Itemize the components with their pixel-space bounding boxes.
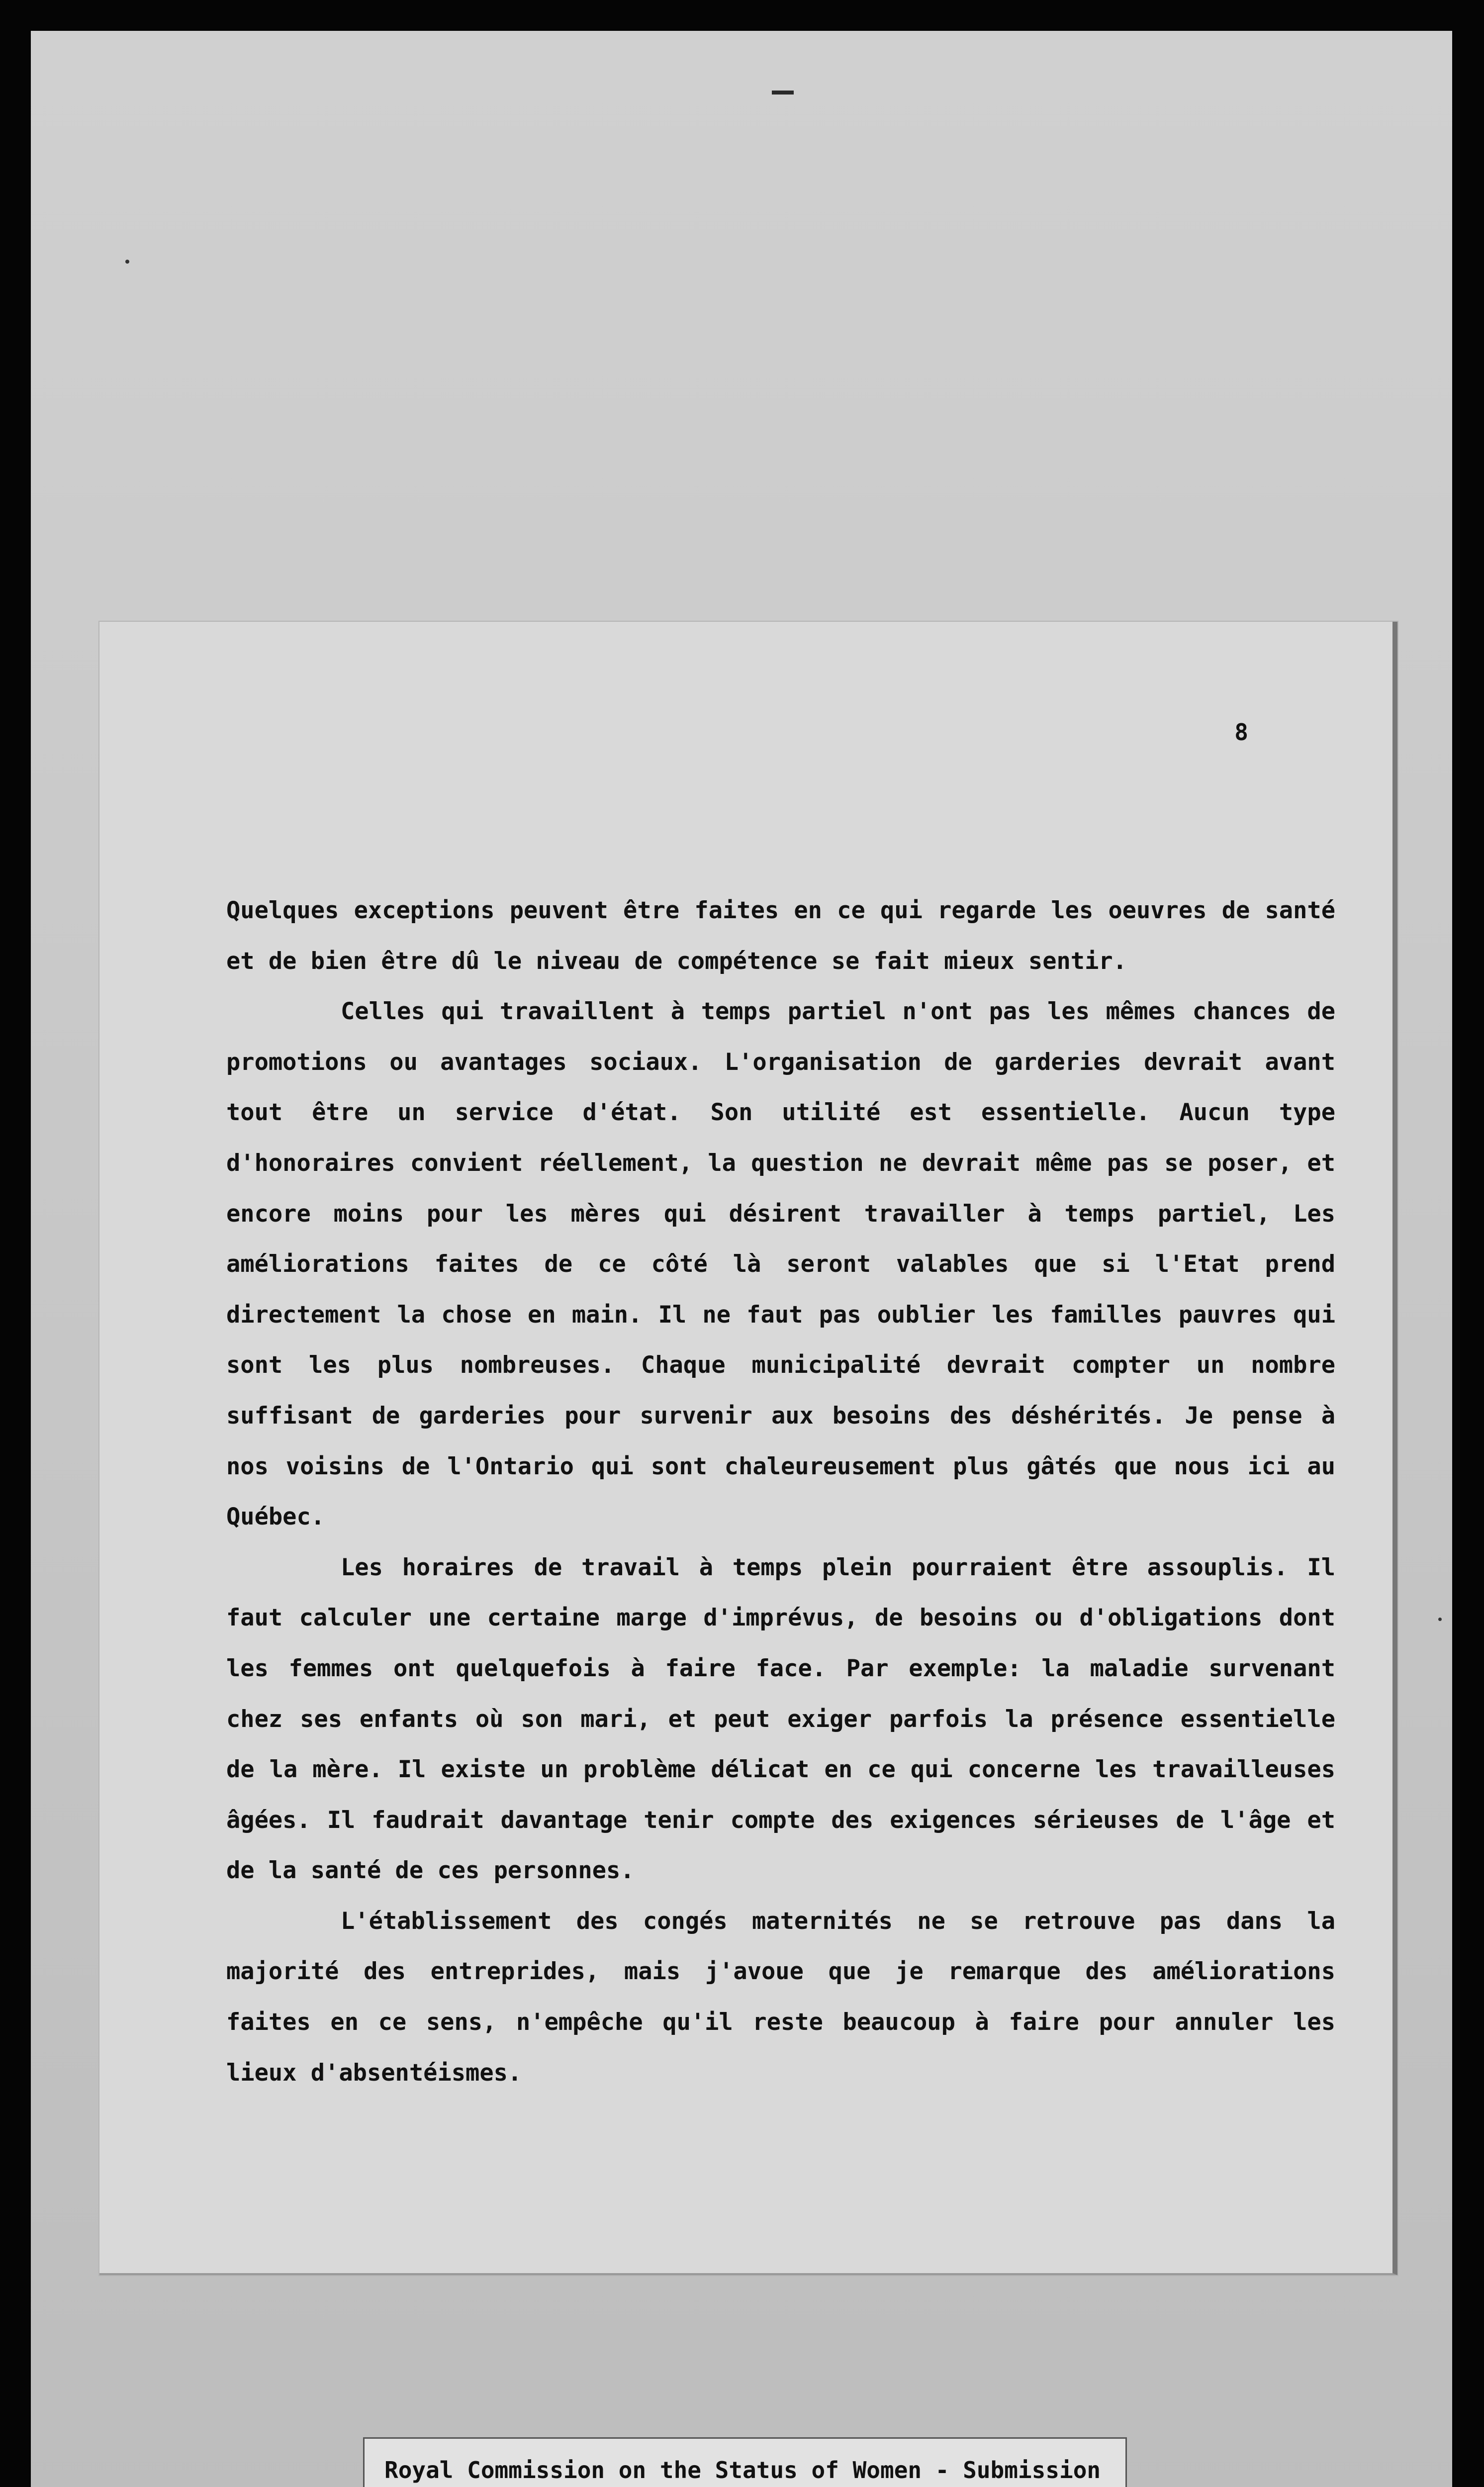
body-text (226, 885, 1335, 2098)
paragraph-3: Les horaires de travail à temps plein pourraient être assouplis. Il faut calculer une certaine marge d'imprévus, de besoins ou d'obligations dont les femmes ont quelquefois à faire face. Par exemple: la maladie survenant chez ses enfants où son mari, et peut exiger parfois la présence essentielle de la mère. Il existe un problème délicat en ce qui concerne les travailleuses âgées. Il faudrait davantage tenir compte des exigences sérieuses de l'âge et de la santé de ces personnes. (226, 1553, 1335, 1885)
label-line-1: Royal Commission on the Status of Women - Submission (384, 2457, 1101, 2484)
archive-label (363, 2437, 1127, 2487)
paragraph-4: L'établissement des congés maternités ne se retrouve pas dans la majorité des entreprides, mais j'avoue que je remarque des améliorations faites en ce sens, n'empêche qu'il reste beaucoup à faire pour annuler les lieux d'absentéismes. (226, 1907, 1335, 2087)
page-number: 8 (1234, 719, 1248, 746)
paragraph-2: Celles qui travaillent à temps partiel n'ont pas les mêmes chances de promotions ou avantages sociaux. L'organisation de garderies devrait avant tout être un service d'état. Son utilité est essentielle. Aucun type d'honoraires convient réellement, la question ne devrait même pas se poser, et encore moins pour les mères qui désirent travailler à temps partiel, Les améliorations faites de ce côté là seront valables que si l'Etat prend directement la chose en main. Il ne faut pas oublier les familles pauvres qui sont les plus nombreuses. Chaque municipalité devrait compter un nombre suffisant de garderies pour survenir aux besoins des déshérités. Je pense à nos voisins de l'Ontario qui sont chaleureusement plus gâtés que nous ici au Québec. (226, 998, 1335, 1531)
sheet-mark (772, 91, 794, 95)
document-page (99, 622, 1397, 2275)
speck (1438, 1618, 1442, 1621)
speck (125, 260, 129, 264)
paragraph-1: Quelques exceptions peuvent être faites en ce qui regarde les oeuvres de santé et de bien être dû le niveau de compétence se fait mieux sentir. (226, 897, 1335, 975)
